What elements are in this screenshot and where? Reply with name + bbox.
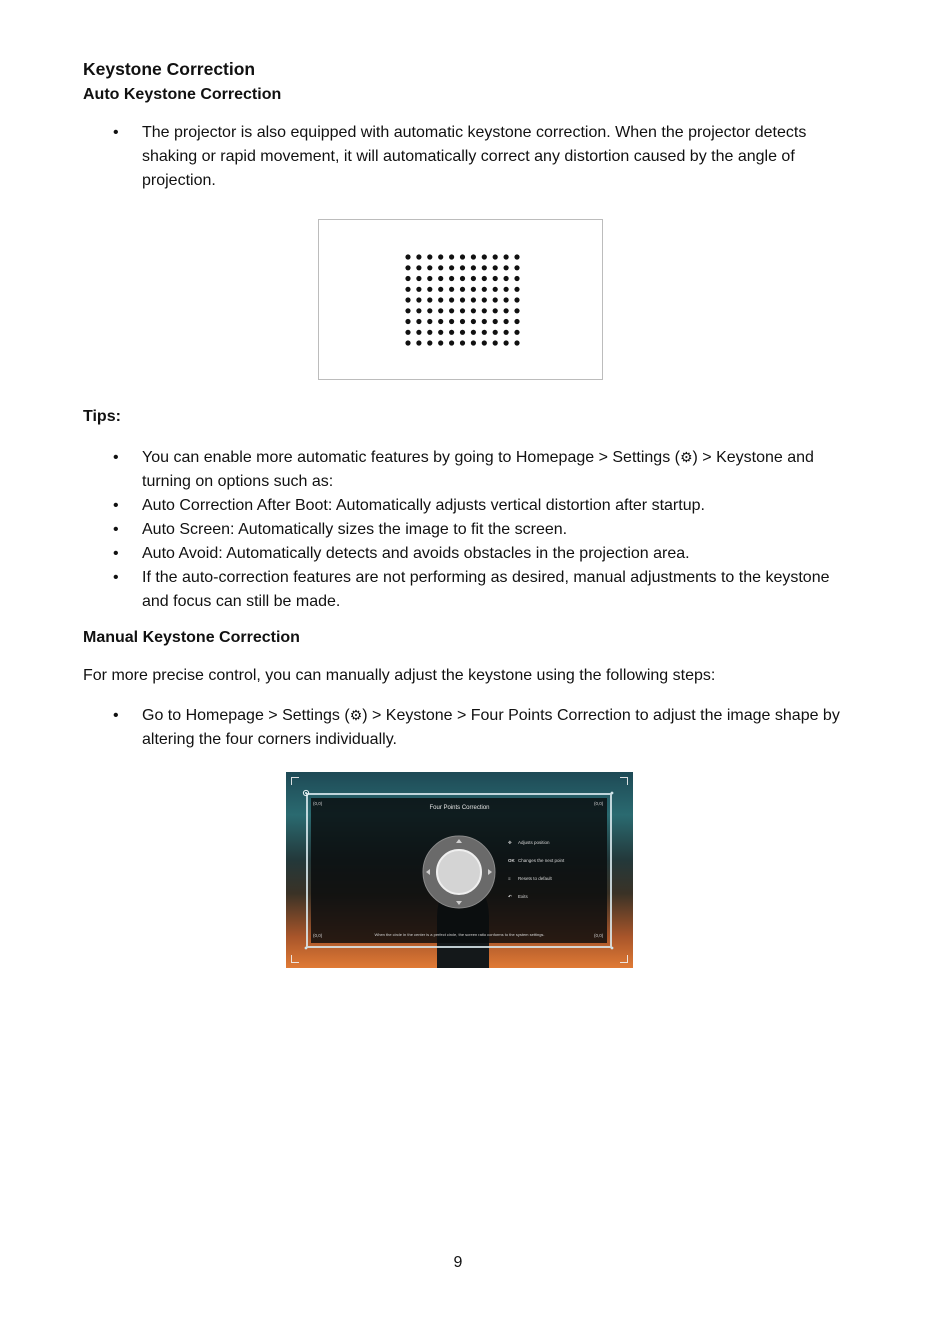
list-item-text-post: ) > Keystone > Four Points Correction to adjust the image shape by altering the four corners individually. bbox=[142, 707, 840, 748]
grid-dot bbox=[471, 297, 476, 302]
grid-dot bbox=[482, 340, 487, 345]
list-item bbox=[0, 704, 950, 752]
grid-dot bbox=[449, 265, 454, 270]
four-points-correction-image bbox=[286, 772, 633, 968]
grid-dot bbox=[405, 265, 410, 270]
grid-dot bbox=[514, 287, 519, 292]
grid-dot bbox=[514, 297, 519, 302]
grid-dot bbox=[460, 319, 465, 324]
list-item bbox=[0, 566, 950, 614]
grid-dot bbox=[514, 330, 519, 335]
grid-dot bbox=[438, 340, 443, 345]
grid-dot bbox=[493, 319, 498, 324]
grid-dot bbox=[416, 297, 421, 302]
settings-gear-icon: ⚙ bbox=[679, 450, 693, 466]
list-item-text: If the auto-correction features are not performing as desired, manual adjustments to the keystone and focus can still be made. bbox=[142, 569, 830, 610]
grid-dot bbox=[427, 297, 432, 302]
page-heading: Keystone Correction bbox=[83, 59, 256, 79]
bullet-glyph: • bbox=[113, 497, 119, 514]
list-item-text: The projector is also equipped with automatic keystone correction. When the projector detects shaking or rapid movement, it will automatically correct any distortion caused by the angle of projection. bbox=[142, 124, 807, 189]
grid-dot bbox=[438, 308, 443, 313]
grid-dot bbox=[504, 340, 509, 345]
grid-dot bbox=[504, 330, 509, 335]
auto-keystone-title: Auto Keystone Correction bbox=[83, 86, 282, 103]
grid-dot bbox=[504, 276, 509, 281]
grid-dot bbox=[482, 287, 487, 292]
grid-dot bbox=[482, 297, 487, 302]
bullet-glyph: • bbox=[113, 569, 119, 586]
grid-dot bbox=[460, 308, 465, 313]
settings-gear-icon: ⚙ bbox=[349, 708, 363, 724]
grid-dot bbox=[471, 319, 476, 324]
grid-dot bbox=[438, 265, 443, 270]
grid-dot bbox=[416, 254, 421, 259]
grid-dot bbox=[514, 276, 519, 281]
list-item-text-post: ) > Keystone and turning on options such as: bbox=[142, 449, 814, 490]
grid-dot bbox=[482, 254, 487, 259]
grid-dot bbox=[416, 276, 421, 281]
grid-dot bbox=[449, 340, 454, 345]
grid-dot bbox=[493, 276, 498, 281]
grid-dot bbox=[493, 330, 498, 335]
grid-dot bbox=[438, 330, 443, 335]
coord-bottom-right: (0,0) bbox=[594, 933, 604, 938]
grid-dot bbox=[460, 287, 465, 292]
grid-dot bbox=[493, 340, 498, 345]
menu-lines-icon: ≡ bbox=[508, 876, 511, 881]
grid-dot bbox=[460, 297, 465, 302]
list-item bbox=[0, 121, 950, 193]
grid-dot bbox=[427, 276, 432, 281]
move-arrows-icon: ✥ bbox=[508, 840, 512, 845]
grid-dot bbox=[405, 287, 410, 292]
bullet-glyph: • bbox=[113, 124, 119, 141]
legend-reset bbox=[508, 876, 552, 881]
grid-dot bbox=[416, 330, 421, 335]
tips-title: Tips: bbox=[83, 408, 121, 425]
manual-keystone-title: Manual Keystone Correction bbox=[83, 629, 300, 646]
grid-dot bbox=[482, 276, 487, 281]
grid-dot bbox=[493, 254, 498, 259]
grid-dot bbox=[405, 330, 410, 335]
grid-dot bbox=[427, 265, 432, 270]
grid-dot bbox=[493, 308, 498, 313]
grid-dot bbox=[471, 340, 476, 345]
bullet-glyph: • bbox=[113, 545, 119, 562]
coord-bottom-left: (0,0) bbox=[313, 933, 323, 938]
grid-dot bbox=[460, 254, 465, 259]
grid-dot bbox=[471, 254, 476, 259]
grid-dot bbox=[504, 308, 509, 313]
legend-exit bbox=[508, 894, 528, 900]
grid-dot bbox=[427, 254, 432, 259]
grid-dot bbox=[449, 287, 454, 292]
coord-top-left: (0,0) bbox=[313, 801, 323, 806]
grid-dot bbox=[405, 254, 410, 259]
list-item bbox=[0, 542, 950, 566]
legend-label: Changes the next point bbox=[518, 858, 565, 863]
grid-dot bbox=[482, 319, 487, 324]
page-number: 9 bbox=[453, 1254, 463, 1271]
corner-marker-icon bbox=[305, 947, 308, 950]
list-item-text-pre: Go to Homepage > Settings ( bbox=[142, 707, 350, 724]
legend-label: Exits bbox=[518, 894, 528, 899]
grid-dot bbox=[416, 265, 421, 270]
grid-dot bbox=[427, 287, 432, 292]
grid-dot bbox=[449, 254, 454, 259]
grid-dot bbox=[449, 308, 454, 313]
grid-dot bbox=[514, 308, 519, 313]
grid-dot bbox=[438, 276, 443, 281]
dpad-center-icon bbox=[437, 850, 481, 894]
grid-dot bbox=[438, 297, 443, 302]
grid-dot bbox=[405, 308, 410, 313]
tips-list bbox=[0, 446, 950, 614]
legend-next-point bbox=[508, 858, 564, 863]
grid-dot bbox=[514, 254, 519, 259]
grid-dot bbox=[482, 308, 487, 313]
grid-dot bbox=[427, 308, 432, 313]
bullet-glyph: • bbox=[113, 521, 119, 538]
grid-dot bbox=[427, 319, 432, 324]
fp-screen-title: Four Points Correction bbox=[429, 805, 490, 811]
dot-grid-svg bbox=[319, 220, 601, 378]
grid-dot bbox=[427, 330, 432, 335]
dot-grid-image bbox=[318, 219, 603, 380]
corner-marker-icon bbox=[611, 947, 614, 950]
grid-dot bbox=[504, 319, 509, 324]
grid-dot bbox=[504, 265, 509, 270]
list-item-text-pre: You can enable more automatic features by going to Homepage > Settings ( bbox=[142, 449, 680, 466]
list-item bbox=[0, 494, 950, 518]
grid-dot bbox=[482, 330, 487, 335]
grid-dot bbox=[460, 276, 465, 281]
list-item bbox=[0, 446, 950, 494]
grid-dot bbox=[471, 330, 476, 335]
legend-adjust-position bbox=[508, 840, 550, 846]
grid-dot bbox=[514, 340, 519, 345]
grid-dot bbox=[460, 340, 465, 345]
grid-dot bbox=[416, 340, 421, 345]
fp-overlay-svg bbox=[286, 772, 633, 968]
legend-label: Resets to default bbox=[518, 876, 552, 881]
grid-dot bbox=[471, 265, 476, 270]
ok-key-icon: OK bbox=[508, 858, 515, 863]
bullet-glyph: • bbox=[113, 707, 119, 724]
grid-dot bbox=[416, 308, 421, 313]
grid-dot bbox=[514, 265, 519, 270]
corner-marker-icon bbox=[611, 792, 614, 795]
grid-dot bbox=[504, 297, 509, 302]
grid-dot bbox=[449, 276, 454, 281]
grid-dot bbox=[504, 254, 509, 259]
grid-dot bbox=[438, 319, 443, 324]
grid-dot bbox=[405, 340, 410, 345]
grid-dot bbox=[504, 287, 509, 292]
grid-dot bbox=[471, 308, 476, 313]
grid-dot bbox=[514, 319, 519, 324]
list-item-text: Auto Avoid: Automatically detects and avoids obstacles in the projection area. bbox=[142, 545, 690, 562]
grid-dot bbox=[416, 319, 421, 324]
grid-dot bbox=[405, 297, 410, 302]
grid-dot bbox=[471, 287, 476, 292]
grid-dot bbox=[482, 265, 487, 270]
grid-dot bbox=[449, 319, 454, 324]
grid-dot bbox=[460, 265, 465, 270]
grid-dot bbox=[405, 319, 410, 324]
grid-dot bbox=[449, 297, 454, 302]
grid-dot bbox=[449, 330, 454, 335]
grid-dot bbox=[438, 287, 443, 292]
active-corner-dot-icon bbox=[305, 792, 307, 794]
grid-dot bbox=[405, 276, 410, 281]
grid-dot bbox=[493, 297, 498, 302]
bullet-glyph: • bbox=[113, 449, 119, 466]
grid-dot bbox=[438, 254, 443, 259]
list-item bbox=[0, 518, 950, 542]
back-arrow-icon: ↶ bbox=[508, 894, 512, 899]
coord-top-right: (0,0) bbox=[594, 801, 604, 806]
legend-label: Adjusts position bbox=[518, 840, 550, 845]
list-item-text: Auto Correction After Boot: Automatically adjusts vertical distortion after startup. bbox=[142, 497, 705, 514]
manual-list bbox=[0, 704, 950, 752]
grid-dot bbox=[471, 276, 476, 281]
list-item-text: Auto Screen: Automatically sizes the image to fit the screen. bbox=[142, 521, 568, 538]
manual-intro: For more precise control, you can manually adjust the keystone using the following steps: bbox=[83, 667, 716, 684]
grid-dot bbox=[493, 287, 498, 292]
grid-dot bbox=[460, 330, 465, 335]
grid-dot bbox=[416, 287, 421, 292]
grid-dot bbox=[427, 340, 432, 345]
grid-dot bbox=[493, 265, 498, 270]
auto-keystone-list bbox=[0, 121, 950, 193]
fp-screen-note: When the circle in the center is a perfect circle, the screen ratio conforms to the system settings. bbox=[374, 932, 545, 937]
